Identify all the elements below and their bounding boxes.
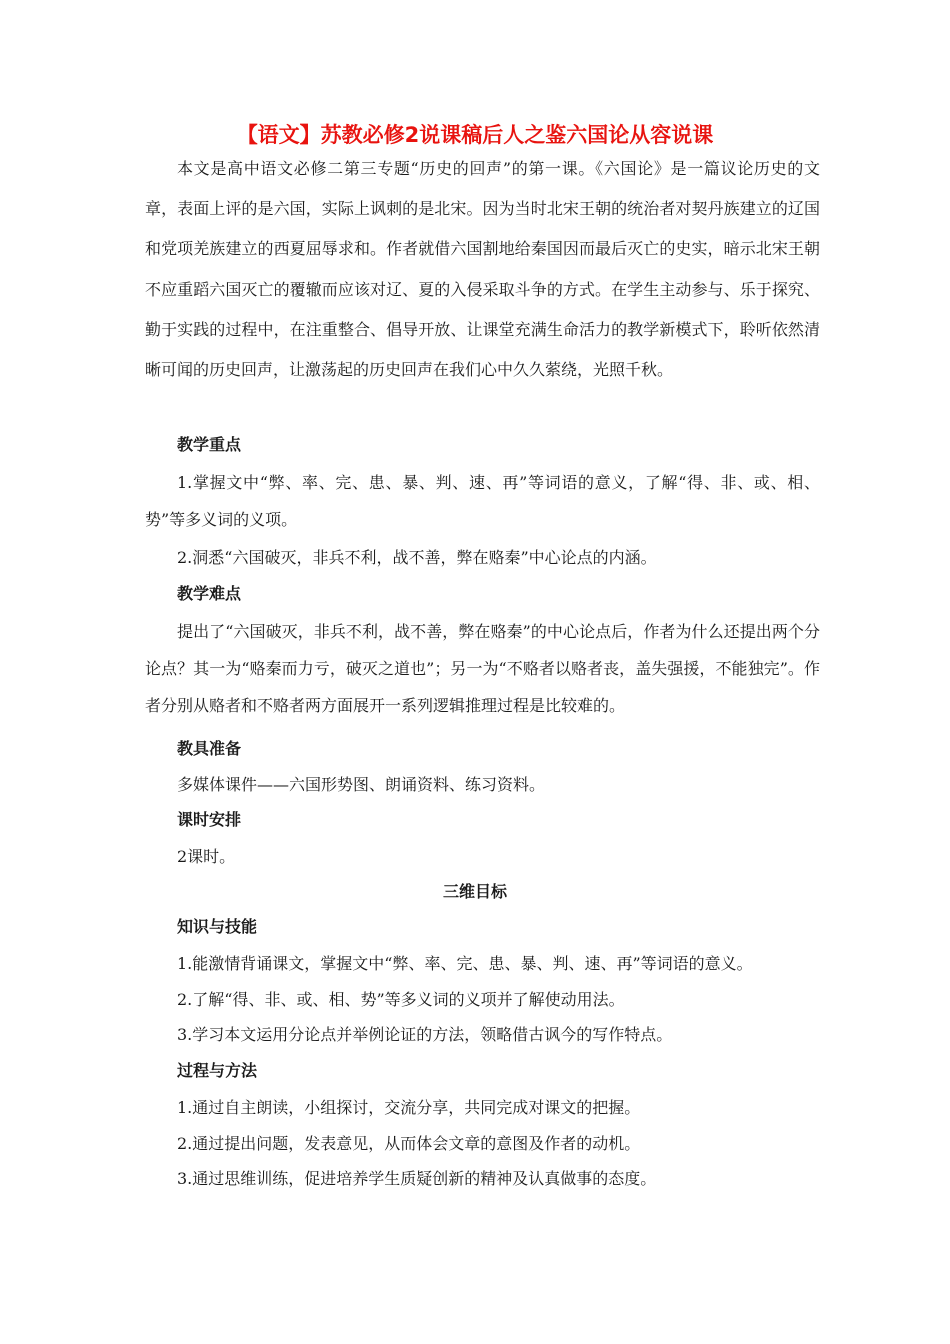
process-item: 3.通过思维训练，促进培养学生质疑创新的精神及认真做事的态度。 (177, 1169, 657, 1188)
key-points-heading: 教学重点 (177, 435, 242, 454)
objectives-heading: 三维目标 (442, 882, 507, 901)
knowledge-item: 3.学习本文运用分论点并举例论证的方法，领略借古讽今的写作特点。 (177, 1025, 673, 1044)
difficulties-paragraph: 提出了“六国破灭，非兵不利，战不善，弊在赂秦”的中心论点后，作者为什么还提出两个分论点？其一为“赂秦而力亏，破灭之道也”；另一为“不赂者以赂者丧，盖失强援，不能独完”。作者分别从赂者和不赂者两方面展开一系列逻辑推理过程是比较难的。 (145, 622, 820, 715)
materials-heading: 教具准备 (177, 739, 242, 758)
knowledge-item: 1.能激情背诵课文，掌握文中“弊、率、完、患、暴、判、速、再”等词语的意义。 (177, 954, 753, 973)
schedule-heading: 课时安排 (177, 810, 242, 829)
knowledge-item: 2.了解“得、非、或、相、势”等多义词的义项并了解使动用法。 (177, 990, 625, 1009)
knowledge-heading: 知识与技能 (177, 917, 258, 936)
materials-text: 多媒体课件——六国形势图、朗诵资料、练习资料。 (177, 775, 546, 794)
process-heading: 过程与方法 (177, 1061, 258, 1080)
difficulties-heading: 教学难点 (177, 584, 242, 603)
schedule-text: 2课时。 (177, 847, 236, 866)
process-item: 2.通过提出问题，发表意见，从而体会文章的意图及作者的动机。 (177, 1134, 641, 1153)
process-item: 1.通过自主朗读，小组探讨，交流分享，共同完成对课文的把握。 (177, 1098, 641, 1117)
key-point-item: 1.掌握文中“弊、率、完、患、暴、判、速、再”等词语的意义，了解“得、非、或、相、势”等多义词的义项。 (145, 473, 820, 529)
intro-paragraph: 本文是高中语文必修二第三专题“历史的回声”的第一课。《六国论》是一篇议论历史的文章，表面上评的是六国，实际上讽刺的是北宋。因为当时北宋王朝的统治者对契丹族建立的辽国和党项羌族建立的西夏屈辱求和。作者就借六国割地给秦国因而最后灭亡的史实，暗示北宋王朝不应重蹈六国灭亡的覆辙而应该对辽、夏的入侵采取斗争的方式。在学生主动参与、乐于探究、勤于实践的过程中，在注重整合、倡导开放、让课堂充满生命活力的教学新模式下，聆听依然清晰可闻的历史回声，让激荡起的历史回声在我们心中久久萦绕，光照千秋。 (145, 159, 820, 380)
document-title: 【语文】苏教必修2说课稿后人之鉴六国论从容说课 (236, 123, 714, 147)
key-point-item: 2.洞悉“六国破灭，非兵不利，战不善，弊在赂秦”中心论点的内涵。 (177, 548, 657, 567)
